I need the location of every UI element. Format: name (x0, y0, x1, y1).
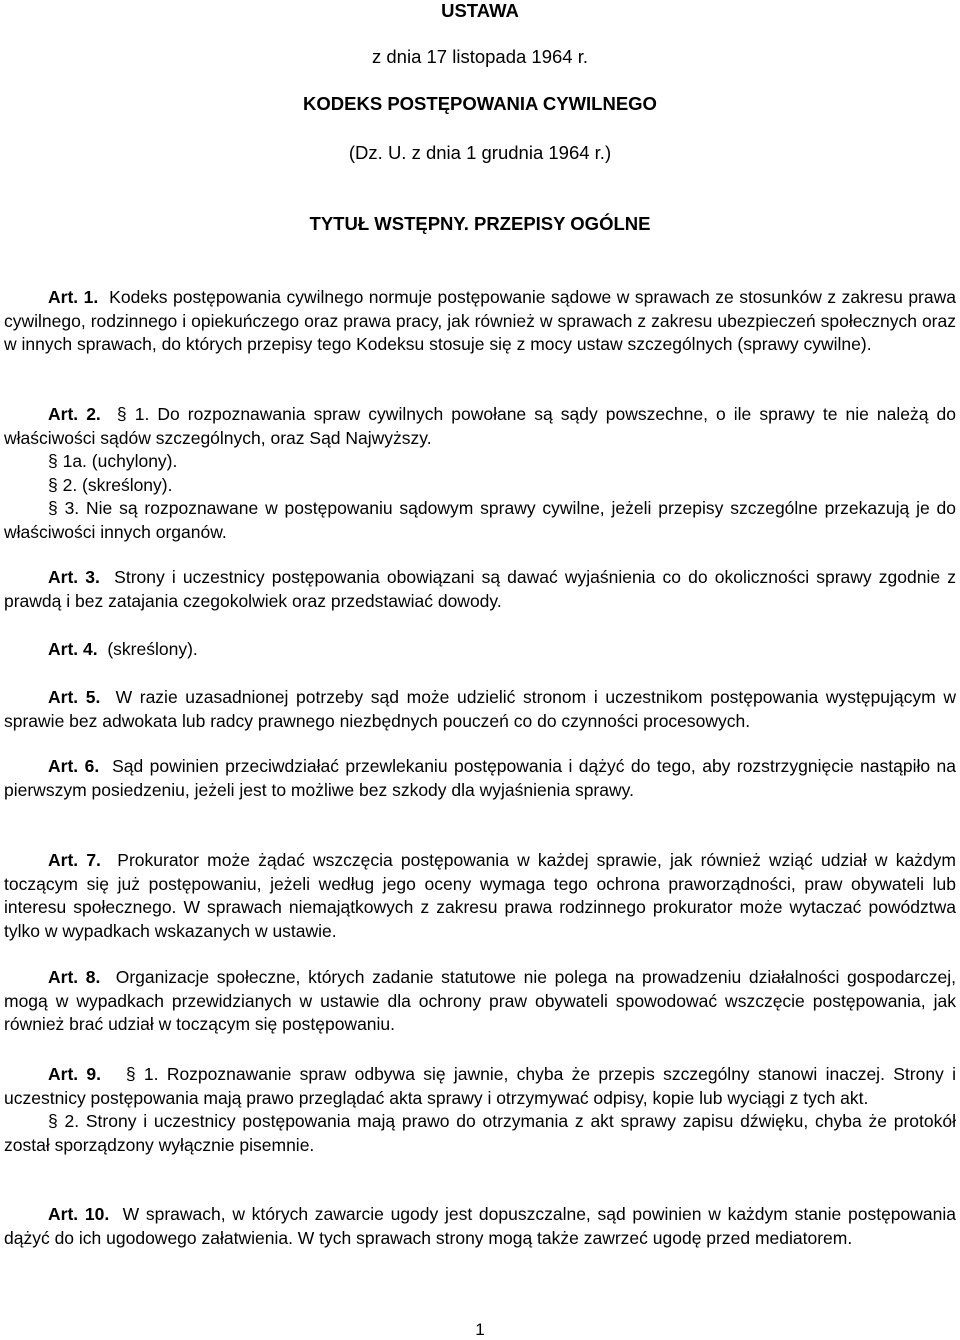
article-label: Art. 3. (48, 567, 100, 587)
article-text: W sprawach, w których zawarcie ugody jest dopuszczalne, sąd powinien w każdym stanie postępowania dążyć do ich ugodowego załatwienia. W tych sprawach strony mogą także zawrzeć ugodę przed mediatorem. (4, 1204, 956, 1248)
article-text: Strony i uczestnicy postępowania obowiązani są dawać wyjaśnienia co do okoliczności sprawy zgodnie z prawdą i bez zatajania czegokolwiek oraz przedstawiać dowody. (4, 567, 956, 611)
act-date: z dnia 17 listopada 1964 r. (372, 46, 588, 67)
article-8 (4, 966, 956, 1037)
act-type: USTAWA (441, 0, 519, 21)
article-label: Art. 1. (48, 287, 99, 307)
paragraph-2: § 2. (skreślony). (48, 474, 173, 495)
article-text: Do rozpoznawania spraw cywilnych powołane są sądy powszechne, o ile sprawy te nie należą do właściwości sądów szczególnych, oraz Sąd Najwyższy. (4, 404, 956, 448)
article-3 (4, 566, 956, 613)
article-label: Art. 10. (48, 1204, 110, 1224)
article-9 (4, 1063, 956, 1157)
paragraph-mark: § 1. (116, 404, 150, 424)
article-label: Art. 8. (48, 967, 101, 987)
article-label: Art. 4. (48, 639, 98, 659)
article-1 (4, 286, 956, 357)
act-title: KODEKS POSTĘPOWANIA CYWILNEGO (303, 93, 657, 114)
paragraph-2: § 2. Strony i uczestnicy postępowania mają prawo do otrzymania z akt sprawy zapisu dźwięku, chyba że protokół został sporządzony wyłącznie pisemnie. (4, 1111, 956, 1155)
section-title: TYTUŁ WSTĘPNY. PRZEPISY OGÓLNE (309, 213, 651, 234)
article-label: Art. 7. (48, 850, 101, 870)
article-text: Prokurator może żądać wszczęcia postępowania w każdej sprawie, jak również wziąć udział w każdym toczącym się już postępowaniu, jeżeli według jego oceny wymaga tego ochrona praworządności, praw obywateli lub interesu społecznego. W sprawach niemajątkowych z zakresu prawa rodzinnego prokurator może wytaczać powództwa tylko w wypadkach wskazanych w ustawie. (4, 850, 956, 941)
article-5 (4, 686, 956, 733)
paragraph-1a: § 1a. (uchylony). (48, 451, 178, 471)
article-text: Kodeks postępowania cywilnego normuje postępowanie sądowe w sprawach ze stosunków z zakresu prawa cywilnego, rodzinnego i opiekuńczego oraz prawa pracy, jak również w sprawach z zakresu ubezpieczeń społecznych oraz w innych sprawach, do których przepisy tego Kodeksu stosuje się z mocy ustaw szczególnych (sprawy cywilne). (4, 287, 956, 354)
article-4 (4, 638, 956, 662)
article-6 (4, 755, 956, 802)
article-text: W razie uzasadnionej potrzeby sąd może udzielić stronom i uczestnikom postępowania występującym w sprawie bez adwokata lub radcy prawnego niezbędnych pouczeń co do czynności procesowych. (4, 687, 956, 731)
article-label: Art. 5. (48, 687, 101, 707)
article-2 (4, 403, 956, 544)
publication-reference: (Dz. U. z dnia 1 grudnia 1964 r.) (348, 142, 612, 163)
article-7 (4, 849, 956, 943)
article-label: Art. 9. (48, 1064, 102, 1084)
article-10 (4, 1203, 956, 1250)
paragraph-1: § 1. Rozpoznawanie spraw odbywa się jawnie, chyba że przepis szczególny stanowi inaczej. Strony i uczestnicy postępowania mają prawo przeglądać akta sprawy i otrzymywać odpisy, kopie lub wyciągi z tych akt. (4, 1064, 956, 1108)
article-label: Art. 2. (48, 404, 101, 424)
article-text: Organizacje społeczne, których zadanie statutowe nie polega na prowadzeniu działalności gospodarczej, mogą w wypadkach przewidzianych w ustawie dla ochrony praw obywateli spowodować wszczęcie postępowania, jak również brać udział w toczącym się postępowaniu. (4, 967, 956, 1034)
page-number: 1 (475, 1320, 485, 1339)
article-text: Sąd powinien przeciwdziałać przewlekaniu postępowania i dążyć do tego, aby rozstrzygnięcie nastąpiło na pierwszym posiedzeniu, jeżeli jest to możliwe bez szkody dla wyjaśnienia sprawy. (4, 756, 956, 800)
article-text: (skreślony). (107, 639, 198, 659)
paragraph-3: § 3. Nie są rozpoznawane w postępowaniu sądowym sprawy cywilne, jeżeli przepisy szczególne przekazują je do właściwości innych organów. (4, 498, 956, 542)
article-label: Art. 6. (48, 756, 100, 776)
